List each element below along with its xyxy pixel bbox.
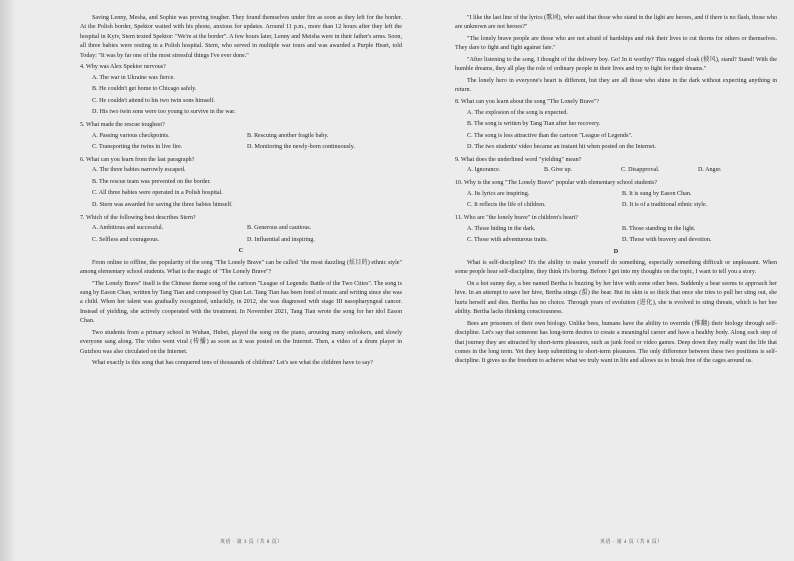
q11-option-c: C. Those with adventurous traits. (467, 237, 548, 243)
question-5-stem: 5. What made the rescue toughest? (80, 122, 165, 129)
passage-paragraph: Two students from a primary school in Wuhan, Hubei, played the song on the piano, arousing many onlookers, and slowly everyone sang along. The video went viral (传播) as soon as it was posted on the Internet. Then, a video of a drum player in Guizhou was also circulated on the Internet. (80, 329, 402, 355)
q8-option-b: B. The song is written by Tang Tian after her recovery. (467, 121, 601, 128)
passage-paragraph: "After listening to the song, I thought of the delivery boy. Go! In it worthy? This ragged cloak (披风), stand? Stand! With the humble dreams, they all play the role of ordinary people in their lives and try to fight for their dreams." (455, 57, 777, 73)
q7-option-b: B. Generous and cautious. (247, 225, 312, 232)
q5-option-b: B. Rescuing another fragile baby. (247, 132, 329, 139)
q11-option-d: D. Those with bravery and devotion. (622, 237, 712, 243)
q9-option-b: B. Give up. (544, 167, 573, 174)
q8-option-c: C. The song is less attractive than the cartoon "League of Legends". (467, 132, 633, 139)
passage-paragraph: What exactly is this song that has conquered tens of thousands of children? Let's see what the children have to say? (92, 360, 373, 367)
q9-option-d: D. Anger. (698, 167, 722, 174)
passage-paragraph: On a hot sunny day, a bee named Bertha is buzzing by her hive with some other bees. Suddenly a bear seems to approach her hive. In an attempt to save her hive, Bertha stings (蜇) the bear. But its skin is so thick that once she tries to pull her sting out, she hurts herself and dies. Bertha has no choice. Through years of evolution (进化), she is evolved to sting threats, which is her bee ability. Bertha lacks thinking consciousness. (455, 280, 777, 316)
q10-option-c: C. It reflects the life of children. (467, 202, 546, 209)
q10-options-row-2 (467, 200, 777, 212)
question-11-stem: 11. Who are "the lonely brave" in children's heart? (455, 215, 578, 222)
q4-option-c: C. He couldn't attend to his two twin sons himself. (92, 97, 216, 104)
passage-paragraph: Saving Lenny, Mesha, and Sophie was proving tougher. They found themselves under fire as soon as they left for the border. At the Polish border, Spektor waited with his phone, anxious for updates. Around 11 p.m., more than 12 hours after they left the hospital in Kyiv, Stern texted Spektor: "We're at the border". A few hours later, Lenny and Meisha were in their father's arms. Soon, all three babies were resting in a Polish hospital. Stern, who served in multiple war tours and was awarded a Purple Heart, told Today: "It was by far one of the most stressful things I've ever done." (80, 15, 402, 59)
page-footer-right: 英语 · 第 4 页（共 8 页） (600, 540, 663, 545)
q11-option-a: A. Those hiding in the dark. (467, 225, 536, 232)
left-column (80, 14, 402, 371)
q11-options-row-2 (467, 235, 777, 247)
scan-edge-shadow (0, 0, 14, 561)
q7-option-c: C. Selfless and courageous. (92, 236, 160, 243)
section-c-heading: C (238, 248, 244, 255)
q6-option-c: C. All three babies were operated in a Polish hospital. (92, 190, 223, 197)
q4-option-a: A. The war in Ukraine was fierce. (92, 74, 175, 81)
q5-options-row-1 (92, 131, 402, 143)
q10-options-row-1 (467, 189, 777, 201)
q7-option-a: A. Ambitious and successful. (92, 225, 164, 232)
q8-option-d: D. The two students' video became an instant hit when posted on the Internet. (467, 144, 657, 151)
q10-option-d: D. It is of a traditional ethnic style. (622, 202, 708, 209)
q5-option-c: C. Transporting the twins in live fire. (92, 144, 183, 151)
passage-paragraph: From online to offline, the popularity of the song "The Lonely Brave" can be called "the most dazzling (炫目的) ethnic style" among elementary school students. What is the magic of "The Lonely Brave"? (80, 259, 402, 276)
passage-paragraph: The lonely hero in everyone's heart is different, but they are all those who shine in the dark without expecting anything in return. (455, 78, 777, 94)
q4-option-b: B. He couldn't get home to Chicago safely. (92, 86, 197, 93)
question-10-stem: 10. Why is the song "The Lonely Brave" popular with elementary school students? (455, 180, 658, 187)
question-7-stem: 7. Which of the following best describes Stern? (80, 214, 196, 221)
page-footer-left: 英语 · 第 3 页（共 8 页） (220, 540, 283, 545)
q6-option-d: D. Stern was awarded for saving the three babies himself. (92, 201, 233, 208)
q7-options-row-2 (92, 235, 402, 247)
passage-paragraph: "The lonely brave people are those who are not afraid of hardships and risk their lives to cut thorns for others or themselves. They dare to fight and fight against fate." (455, 36, 777, 52)
q9-option-a: A. Ignorance. (467, 167, 501, 174)
q5-option-d: D. Monitoring the newly-born continuously. (247, 144, 355, 151)
q5-options-row-2 (92, 142, 402, 154)
q11-option-b: B. Those standing in the light. (622, 225, 696, 232)
right-column (455, 14, 777, 369)
q8-option-a: A. The explosion of the song is expected. (467, 109, 568, 116)
q9-options-row (467, 165, 777, 177)
q7-option-d: D. Influential and inspiring. (247, 236, 315, 243)
passage-paragraph: What is self-discipline? It's the ability to make yourself do something, especially something difficult or unpleasant. When some people hear self-discipline, they think it's boring. Before I get into my thoughts on the topic, I want to tell you a story. (455, 259, 777, 276)
section-d-heading: D (613, 248, 619, 255)
q6-option-a: A. The three babies narrowly escaped. (92, 167, 186, 174)
q11-options-row-1 (467, 224, 777, 236)
question-8-stem: 8. What can you learn about the song "The Lonely Brave"? (455, 99, 600, 106)
q7-options-row-1 (92, 223, 402, 235)
question-4-stem: 4. Why was Alex Spektor nervous? (80, 64, 166, 71)
passage-paragraph: "I like the last line of the lyrics (歌词), who said that those who stand in the light are heroes, and if there is no flash, those who are unknown are not heroes?" (455, 15, 777, 31)
q10-option-a: A. Its lyrics are inspiring. (467, 190, 530, 197)
q4-option-d: D. His two twin sons were too young to survive in the war. (92, 109, 236, 116)
passage-paragraph: Bees are prisoners of their own biology. Unlike bees, humans have the ability to override (推翻) their biology through self-discipline. Let's say that someone has long-term desires to create a meaningful career and have a healthy body. Along each step of that journey they are attracted by short-term pleasures, such as junk food or video games. Deep down they really want the life that comes in the long term. Yet they keep submitting to short-term pleasures. The only difference between these two positions is self-discipline. It gives us the freedom to achieve what we truly want in life and allows us to break free of the cages around us. (455, 320, 777, 365)
q10-option-b: B. It is sung by Eason Chan. (622, 190, 692, 197)
q9-option-c: C. Disapproval. (621, 167, 660, 174)
question-9-stem: 9. What does the underlined word "yielding" mean? (455, 157, 582, 163)
q5-option-a: A. Passing various checkpoints. (92, 132, 170, 139)
question-6-stem: 6. What can you learn from the last paragraph? (80, 157, 195, 164)
q6-option-b: B. The rescue team was prevented on the border. (92, 178, 211, 185)
passage-paragraph: "The Lonely Brave" itself is the Chinese theme song of the cartoon "League of Legends: Battle of the Two Cities". The song is sung by Eason Chan, written by Tang Tian and composed by Qian Lei. Tang Tian has been fond of music and writing since she was a child. When her talent was gradually recognized, unluckily, in 2012, she was diagnosed with stage III nasopharyngeal cancer. Instead of yielding, she actively cooperated with the treatment. In November 2021, Tang Tian wrote the song for her idol Eason Chan. (80, 280, 402, 325)
